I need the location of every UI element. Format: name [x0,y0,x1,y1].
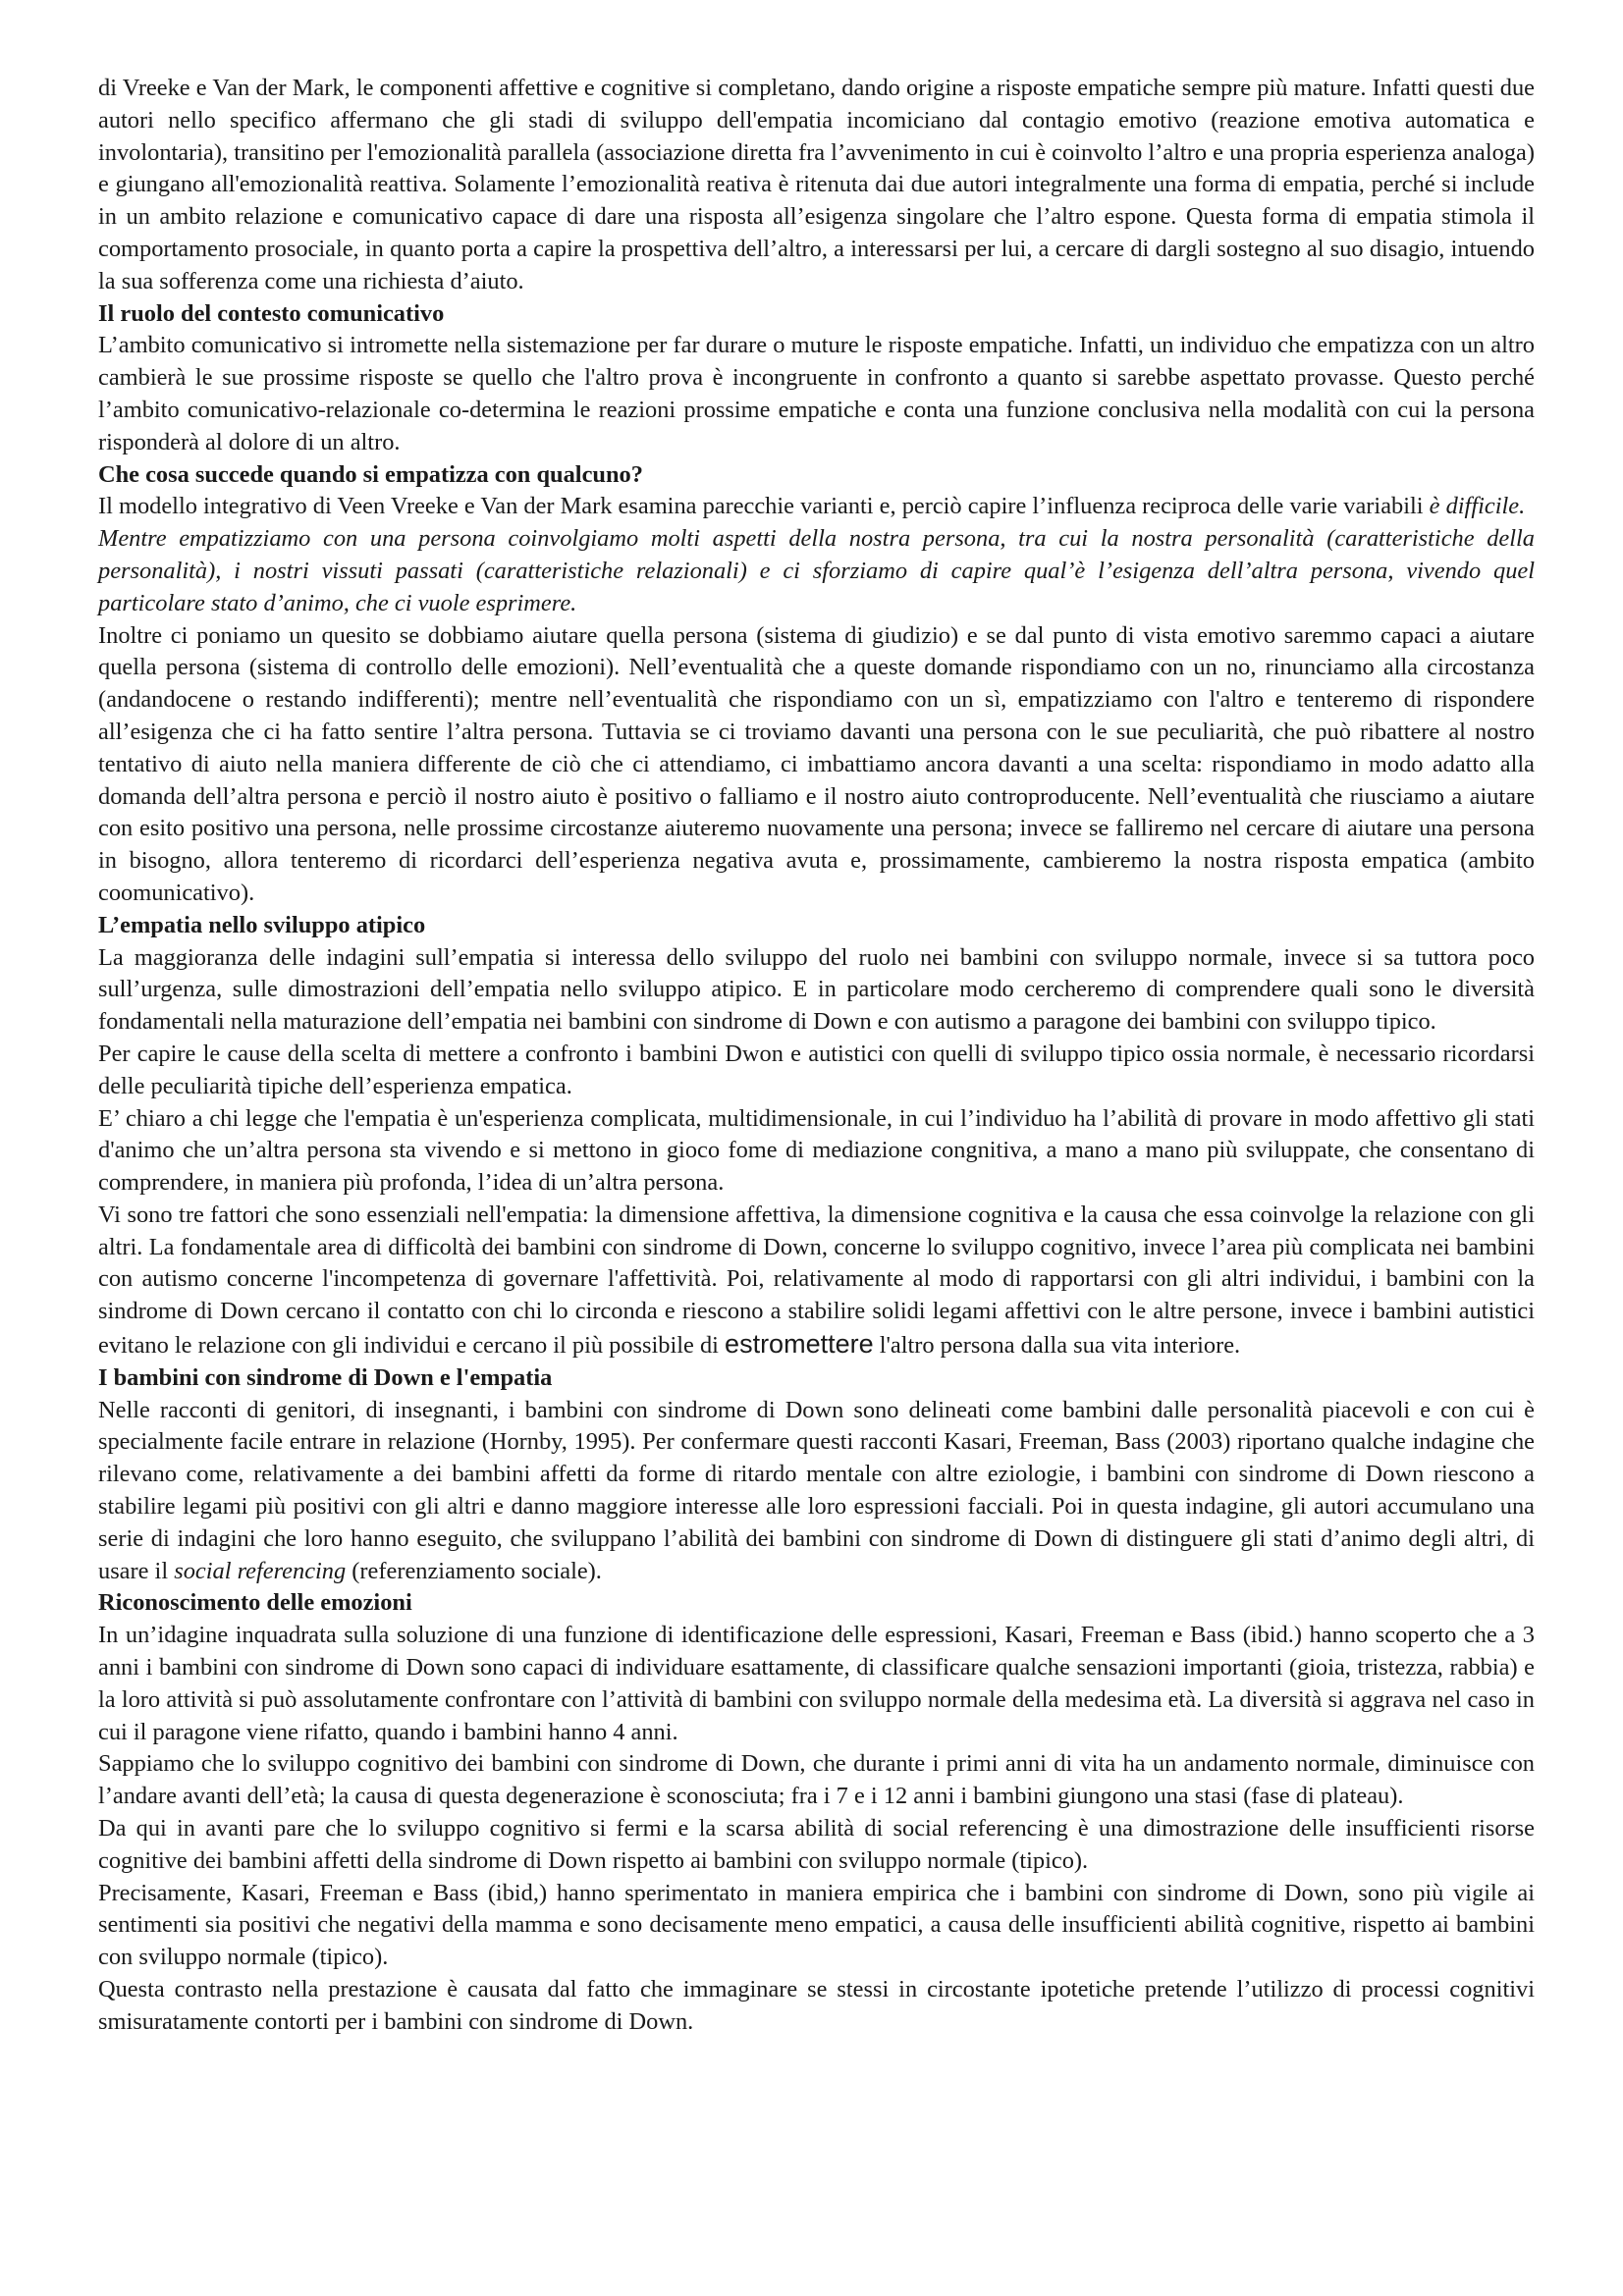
paragraph-atypical-intro: La maggioranza delle indagini sull’empatia si interessa dello sviluppo del ruolo nei bambini con sviluppo normale, invece si sa tuttora poco sull’urgenza, sulle dimostrazioni dell’empatia nello sviluppo atipico. E in particolare modo cercheremo di comprendere quali sono le diversità fondamentali nella maturazione dell’empatia nei bambini con sindrome di Down e con autismo a paragone dei bambini con sviluppo tipico. [98,943,1535,1036]
paragraph-empathy-stages: di Vreeke e Van der Mark, le componenti affettive e cognitive si completano, dando origine a risposte empatiche sempre più mature. Infatti questi due autori nello specifico affermano che gli stadi di sviluppo dell'empatia incomiciano dal contagio emotivo (reazione emotiva automatica e involontaria), transitino per l'emozionalità parallela (associazione diretta fra l’avvenimento in cui è coinvolto l’altro e una propria esperienza analoga) e giungano all'emozionalità reattiva. Solamente l’emozionalità reativa è ritenuta dai due autori integralmente una forma di empatia, perché si include in un ambito relazione e comunicativo capace di dare una risposta all’esigenza singolare che l’altro espone. Questa forma di empatia stimola il comportamento prosociale, in quanto porta a capire la prospettiva dell’altro, a interessarsi per lui, a cercare di dargli sostegno al suo disagio, intuendo la sua sofferenza come una richiesta d’aiuto. [98,75,1535,294]
document-page [98,73,1535,2039]
paragraph-identification-study: In un’idagine inquadrata sulla soluzione di una funzione di identificazione delle espressioni, Kasari, Freeman e Bass (ibid.) hanno scoperto che a 3 anni i bambini con sindrome di Down sono capaci di individuare esattamente, di classificare qualche sensazioni importanti (gioia, tristezza, rabbia) e la loro attività si può assolutamente confrontare con l’attività di bambini con sviluppo normale della medesima età. La diversità si aggrava nel caso in cui il paragone viene rifatto, quando i bambini hanno 4 anni. [98,1622,1535,1745]
integrative-model-italic: è difficile. [1429,493,1526,520]
paragraph-comparison-causes: Per capire le cause della scelta di mettere a confronto i bambini Dwon e autistici con quelli di sviluppo tipico ossia normale, è necessario ricordarsi delle peculiarità tipiche dell’esperienza empatica. [98,1040,1535,1099]
parent-accounts-text: Nelle racconti di genitori, di insegnanti, i bambini con sindrome di Down sono delineati come bambini dalle personalità piacevoli e con cui è specialmente facile entrare in relazione (Hornby, 1995). Per confermare questi racconti Kasari, Freeman, Bass (2003) riportano qualche indagine che rilevano come, relativamente a dei bambini affetti da forme di ritardo mentale con altre eziologie, i bambini con sindrome di Down riescono a stabilire legami più positivi con gli altri e danno maggiore interesse alle loro espressioni facciali. Poi in questa indagine, gli autori accumulano una serie di indagini che loro hanno eseguito, che sviluppano l’abilità dei bambini con sindrome di Down di distinguere gli stati d’animo degli altri, di usare il [98,1396,1535,1584]
heading-what-happens: Che cosa succede quando si empatizza con qualcuno? [98,460,643,488]
paragraph-cognitive-development: Sappiamo che lo sviluppo cognitivo dei bambini con sindrome di Down, che durante i primi anni di vita ha un andamento normale, diminuisce con l’andare avanti dell’età; la causa di questa degenerazione è sconosciuta; fra i 7 e i 12 anni i bambini giungono una stasi (fase di plateau). [98,1750,1535,1810]
paragraph-parent-accounts [98,1395,1535,1588]
parent-accounts-tail: (referenziamento sociale). [346,1557,602,1584]
paragraph-judgment-system: Inoltre ci poniamo un quesito se dobbiamo aiutare quella persona (sistema di giudizio) e se dal punto di vista emotivo saremmo capaci a aiutare quella persona (sistema di controllo delle emozioni). Nell’eventualità che a queste domande rispondiamo con un no, rinunciamo alla circostanza (andandocene o restando indifferenti); mentre nell’eventualità che rispondiamo con un sì, empatizziamo con l'altro e tenteremo di rispondere all’esigenza che ci ha fatto sentire l’altra persona. Tuttavia se ci troviamo davanti una persona con le sue peculiarità, che può ribattere al nostro tentativo di aiuto nella maniera differente de ciò che ci attendiamo, ci imbattiamo ancora davanti a una scelta: rispondiamo in modo adatto alla domanda dell’altra persona e perciò il nostro aiuto è positivo o falliamo e il nostro aiuto controproducente. Nell’eventualità che riusciamo a aiutare con esito positivo una persona, nelle prossime circostanze aiuteremo nuovamente una persona; invece se falliremo nel cercare di aiutare una persona in bisogno, allora tenteremo di ricordarci dell’esperienza negativa avuta e, prossimamente, cambieremo la nostra risposta empatica (ambito coomunicativo). [98,621,1535,906]
paragraph-integrative-model [98,491,1535,523]
three-factors-tail: l'altro persona dalla sua vita interiore. [873,1332,1241,1360]
paragraph-empathizing-italic: Mentre empatizziamo con una persona coinvolgiamo molti aspetti della nostra persona, tra cui la nostra personalità (caratteristiche della personalità), i nostri vissuti passati (caratteristiche relazionali) e ci sforziamo di capire qual’è l’esigenza dell’altra persona, vivendo quel particolare stato d’animo, che ci vuole esprimere. [98,525,1535,616]
three-factors-emphasis: estromettere [725,1329,874,1360]
heading-atypical-development: L’empatia nello sviluppo atipico [98,911,426,938]
parent-accounts-italic: social referencing [174,1557,347,1584]
paragraph-complex-experience: E’ chiaro a chi legge che l'empatia è un'esperienza complicata, multidimensionale, in cui l’individuo ha l’abilità di provare in modo affettivo gli stati d'animo che un’altra persona sta vivendo e si mettono in gioco fome di mediazione congnitiva, a mano a mano più sviluppate, che consentano di comprendere, in maniera più profonda, l’idea di un’altra persona. [98,1104,1535,1197]
paragraph-performance-contrast: Questa contrasto nella prestazione è causata dal fatto che immaginare se stessi in circostante ipotetiche pretende l’utilizzo di processi cognitivi smisuratamente contorti per i bambini con sindrome di Down. [98,1976,1535,2035]
integrative-model-text: Il modello integrativo di Veen Vreeke e Van der Mark esamina parecchie varianti e, perciò capire l’influenza reciproca delle varie variabili [98,493,1430,520]
three-factors-text: Vi sono tre fattori che sono essenziali nell'empatia: la dimensione affettiva, la dimensione cognitiva e la causa che essa coinvolge la relazione con gli altri. La fondamentale area di difficoltà dei bambini con sindrome di Down, concerne lo sviluppo cognitivo, invece l’area più complicata nei bambini con autismo concerne l'incompetenza di governare l'affettività. Poi, relativamente al modo di rapportarsi con gli altri individui, i bambini con la sindrome di Down cercano il contatto con chi lo circonda e riescono a stabilire solidi legami affettivi con le altre persone, invece i bambini autistici evitano le relazione con gli individui e cercano il più possibile di [98,1201,1535,1360]
paragraph-social-referencing: Da qui in avanti pare che lo sviluppo cognitivo si fermi e la scarsa abilità di social referencing è una dimostrazione delle insufficienti risorse cognitive dei bambini affetti della sindrome di Down rispetto ai bambini con sviluppo normale (tipico). [98,1815,1535,1874]
heading-emotion-recognition: Riconoscimento delle emozioni [98,1589,412,1617]
heading-down-syndrome-empathy: I bambini con sindrome di Down e l'empatia [98,1363,553,1391]
paragraph-communicative-context: L’ambito comunicativo si intromette nella sistemazione per far durare o muture le risposte empatiche. Infatti, un individuo che empatizza con un altro cambierà le sue prossime risposte se quello che l'altro prova è incongruente in confronto a quanto si sarebbe aspettato provasse. Questo perché l’ambito comunicativo-relazionale co-determina le reazioni prossime empatiche e conta una funzione conclusiva nella modalità con cui la persona risponderà al dolore di un altro. [98,332,1535,455]
paragraph-empirical-findings: Precisamente, Kasari, Freeman e Bass (ibid,) hanno sperimentato in maniera empirica che i bambini con sindrome di Down, sono più vigile ai sentimenti sia positivi che negativi della mamma e sono decisamente meno empatici, a causa delle insufficienti abilità cognitive, rispetto ai bambini con sviluppo normale (tipico). [98,1879,1535,1971]
paragraph-three-factors [98,1200,1535,1362]
heading-communicative-context: Il ruolo del contesto comunicativo [98,299,445,327]
